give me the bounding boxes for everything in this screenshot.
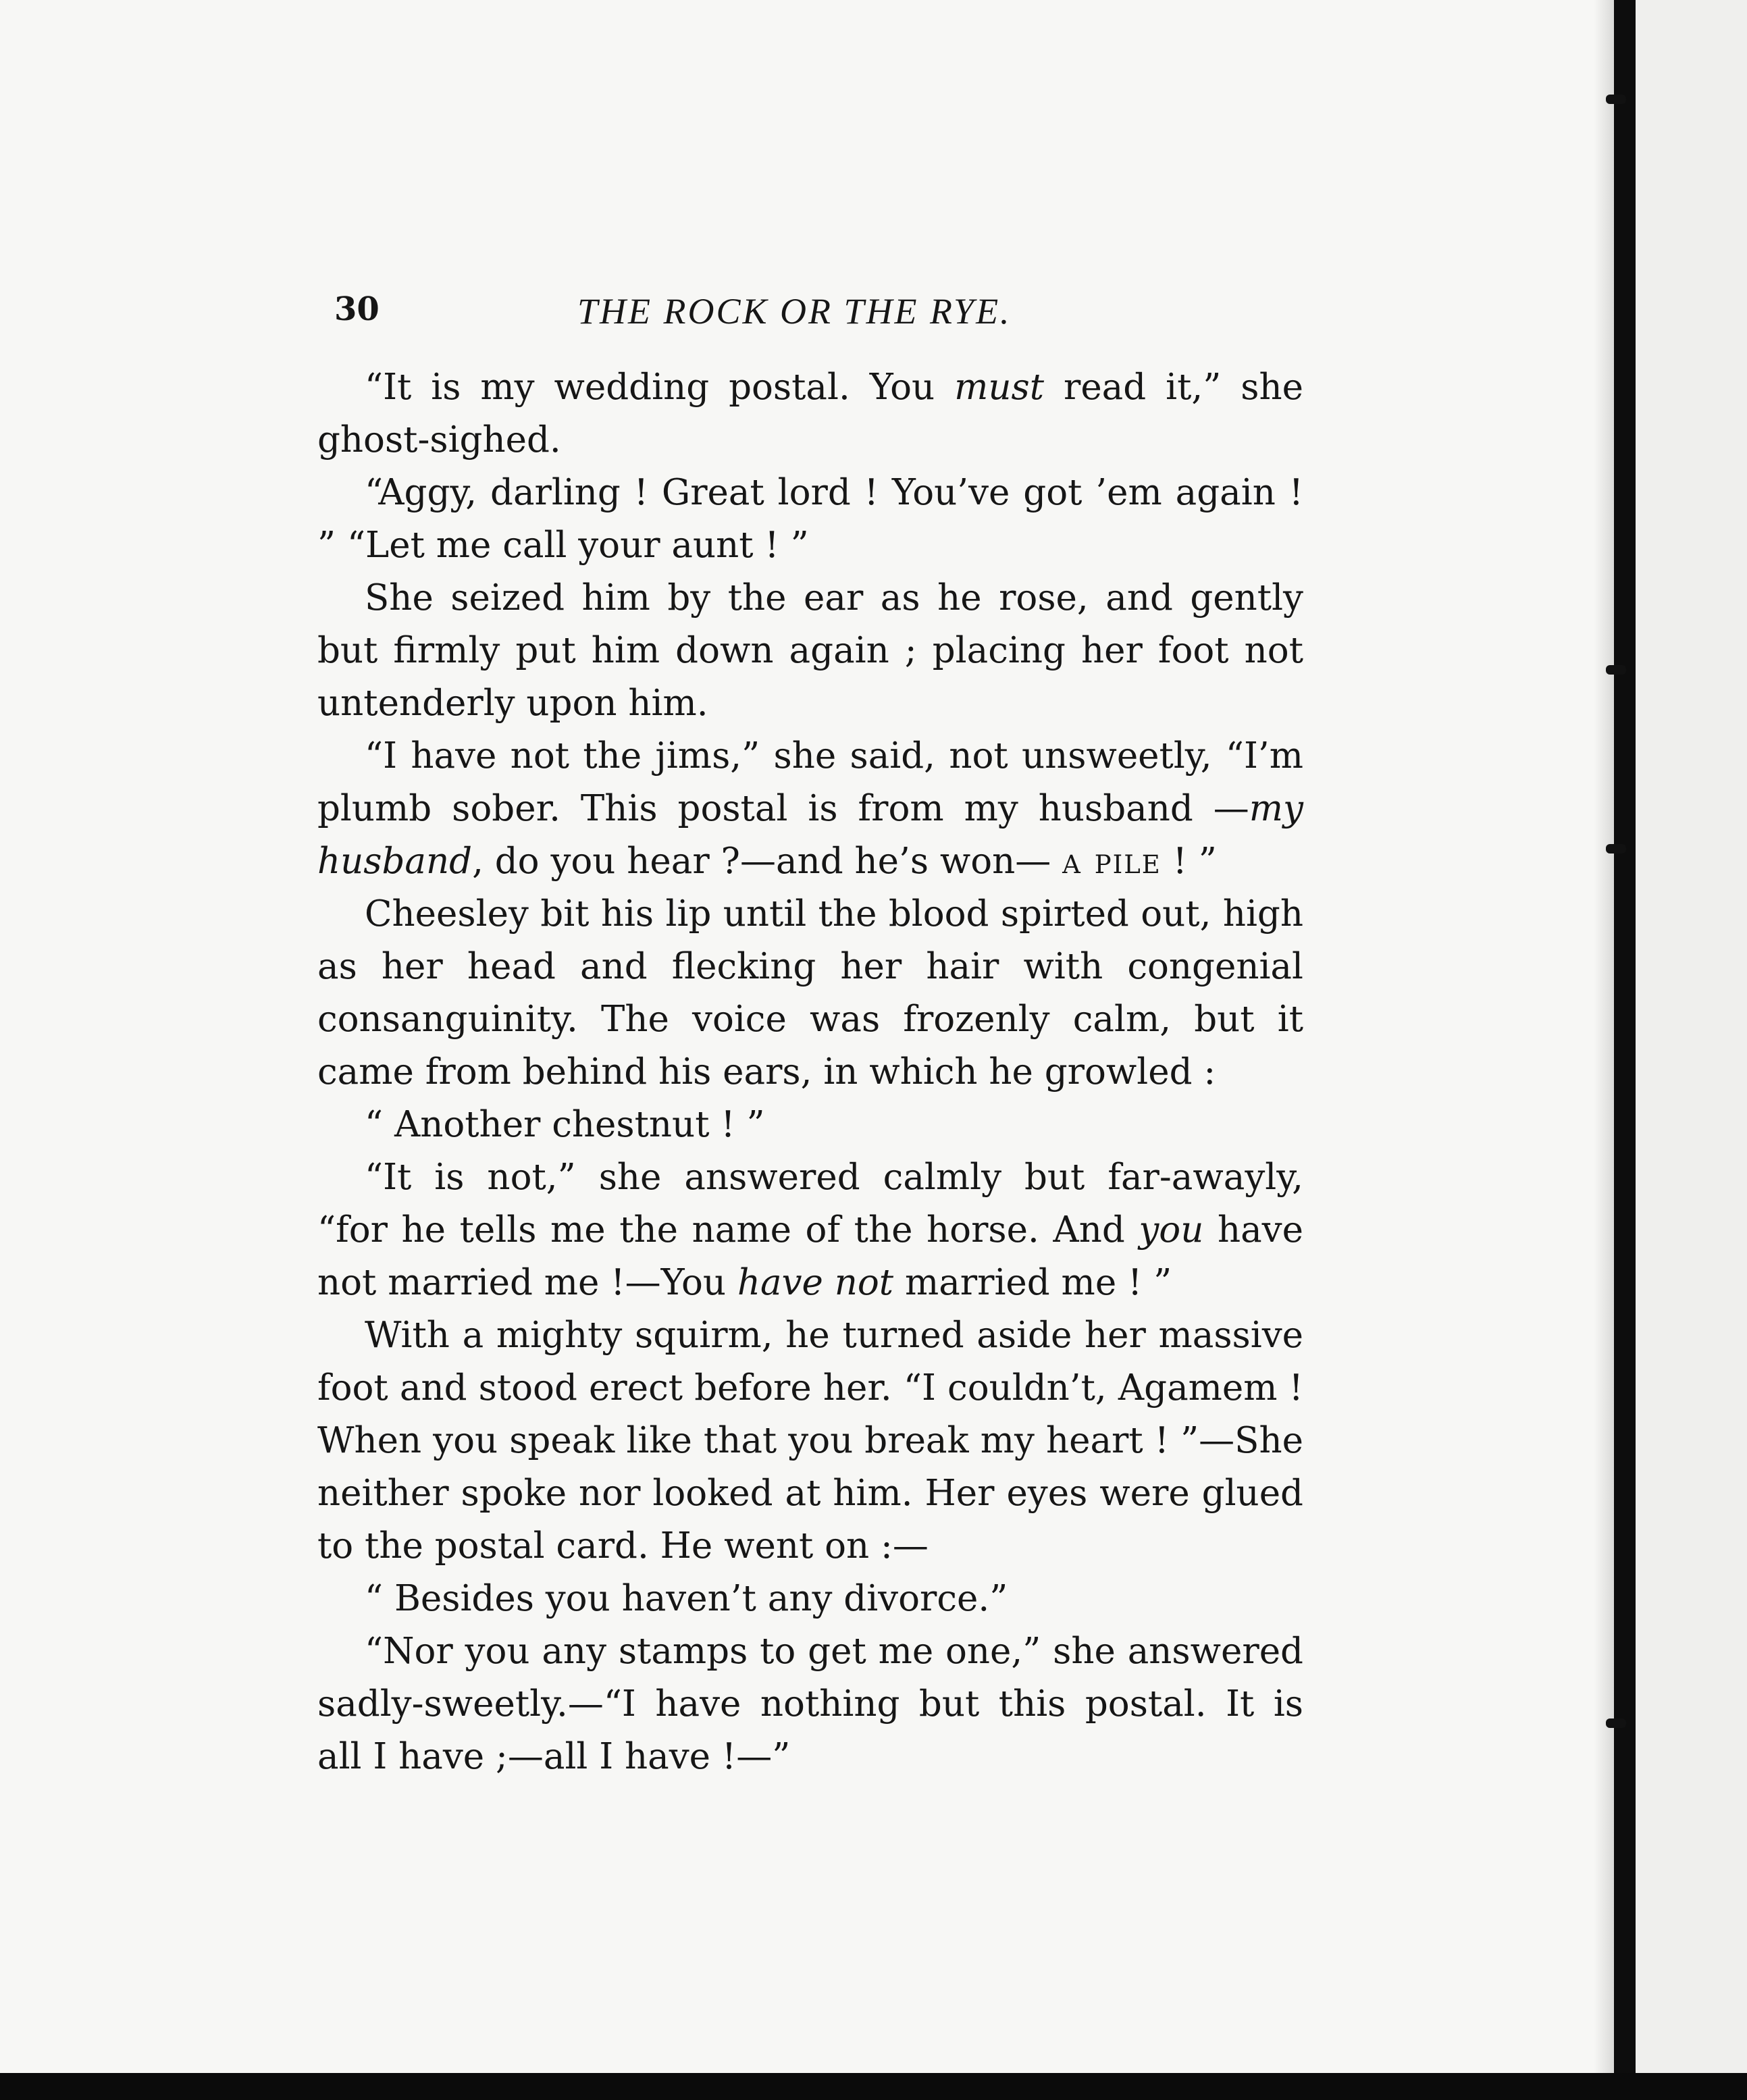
italic-text: must [954,367,1045,408]
text-run: ! ” [1161,841,1217,882]
text-run: read it,” she ghost-sighed. [317,367,1303,461]
book-gutter [1614,0,1636,2100]
paragraph [317,888,1303,1099]
binding-mark [1606,95,1626,104]
paragraph [317,1099,1303,1151]
paragraph [317,1151,1303,1309]
text-run: married me ! ” [893,1262,1172,1303]
text-run: Cheesley bit his lip until the blood spirted out, high as her head and flecking her hair with congenial consanguinity. The voice was frozenly calm, but it came from behind his ears, in which he growled : [317,893,1303,1093]
italic-text: you [1139,1209,1204,1251]
text-run: She seized him by the ear as he rose, and gently but firmly put him down again ; placing her foot not untenderly upon him. [317,577,1303,724]
page-number: 30 [334,290,380,328]
text-run: With a mighty squirm, he turned aside her massive foot and stood erect before her. “I couldn’t, Agamem ! When you speak like that you break my heart ! ”—She neither spoke nor looked at him. Her eyes were glued to the postal card. He went on :— [317,1315,1303,1567]
text-run: “Aggy, darling ! Great lord ! You’ve got ’em again ! ” “Let me call your aunt ! ” [317,472,1303,566]
text-run: , do you hear ?—and he’s won— [472,841,1063,882]
text-run: “ Besides you haven’t any divorce.” [365,1578,1008,1619]
scan-bottom-border [0,2073,1747,2100]
paragraph [317,361,1303,467]
text-run: “It is not,” she answered calmly but far-awayly, “for he tells me the name of the horse. And [317,1157,1303,1251]
text-run: have not married me !—You [317,1209,1303,1303]
facing-page-edge [1636,0,1747,2100]
italic-text: have not [737,1262,894,1303]
paragraph [317,730,1303,888]
running-title: THE ROCK OR THE RYE. [577,291,1012,332]
binding-mark [1606,844,1626,854]
paragraph [317,1309,1303,1573]
italic-text: my husband [317,788,1303,882]
paragraph [317,467,1303,572]
text-run: “It is my wedding postal. You [365,367,955,408]
paragraph [317,1625,1303,1783]
body-text [317,361,1303,1783]
paragraph [317,572,1303,730]
binding-mark [1606,665,1626,675]
binding-mark [1606,1718,1626,1728]
gutter-shadow [1594,0,1614,2100]
paragraph [317,1573,1303,1625]
text-run: “Nor you any stamps to get me one,” she answered sadly-sweetly.—“I have nothing but this postal. It is all I have ;—all I have !—” [317,1631,1303,1777]
page-header [334,284,1307,338]
small-caps-text: a pile [1062,841,1162,882]
text-run: “ Another chestnut ! ” [365,1104,765,1145]
text-run: “I have not the jims,” she said, not unsweetly, “I’m plumb sober. This postal is from my husband — [317,735,1303,829]
